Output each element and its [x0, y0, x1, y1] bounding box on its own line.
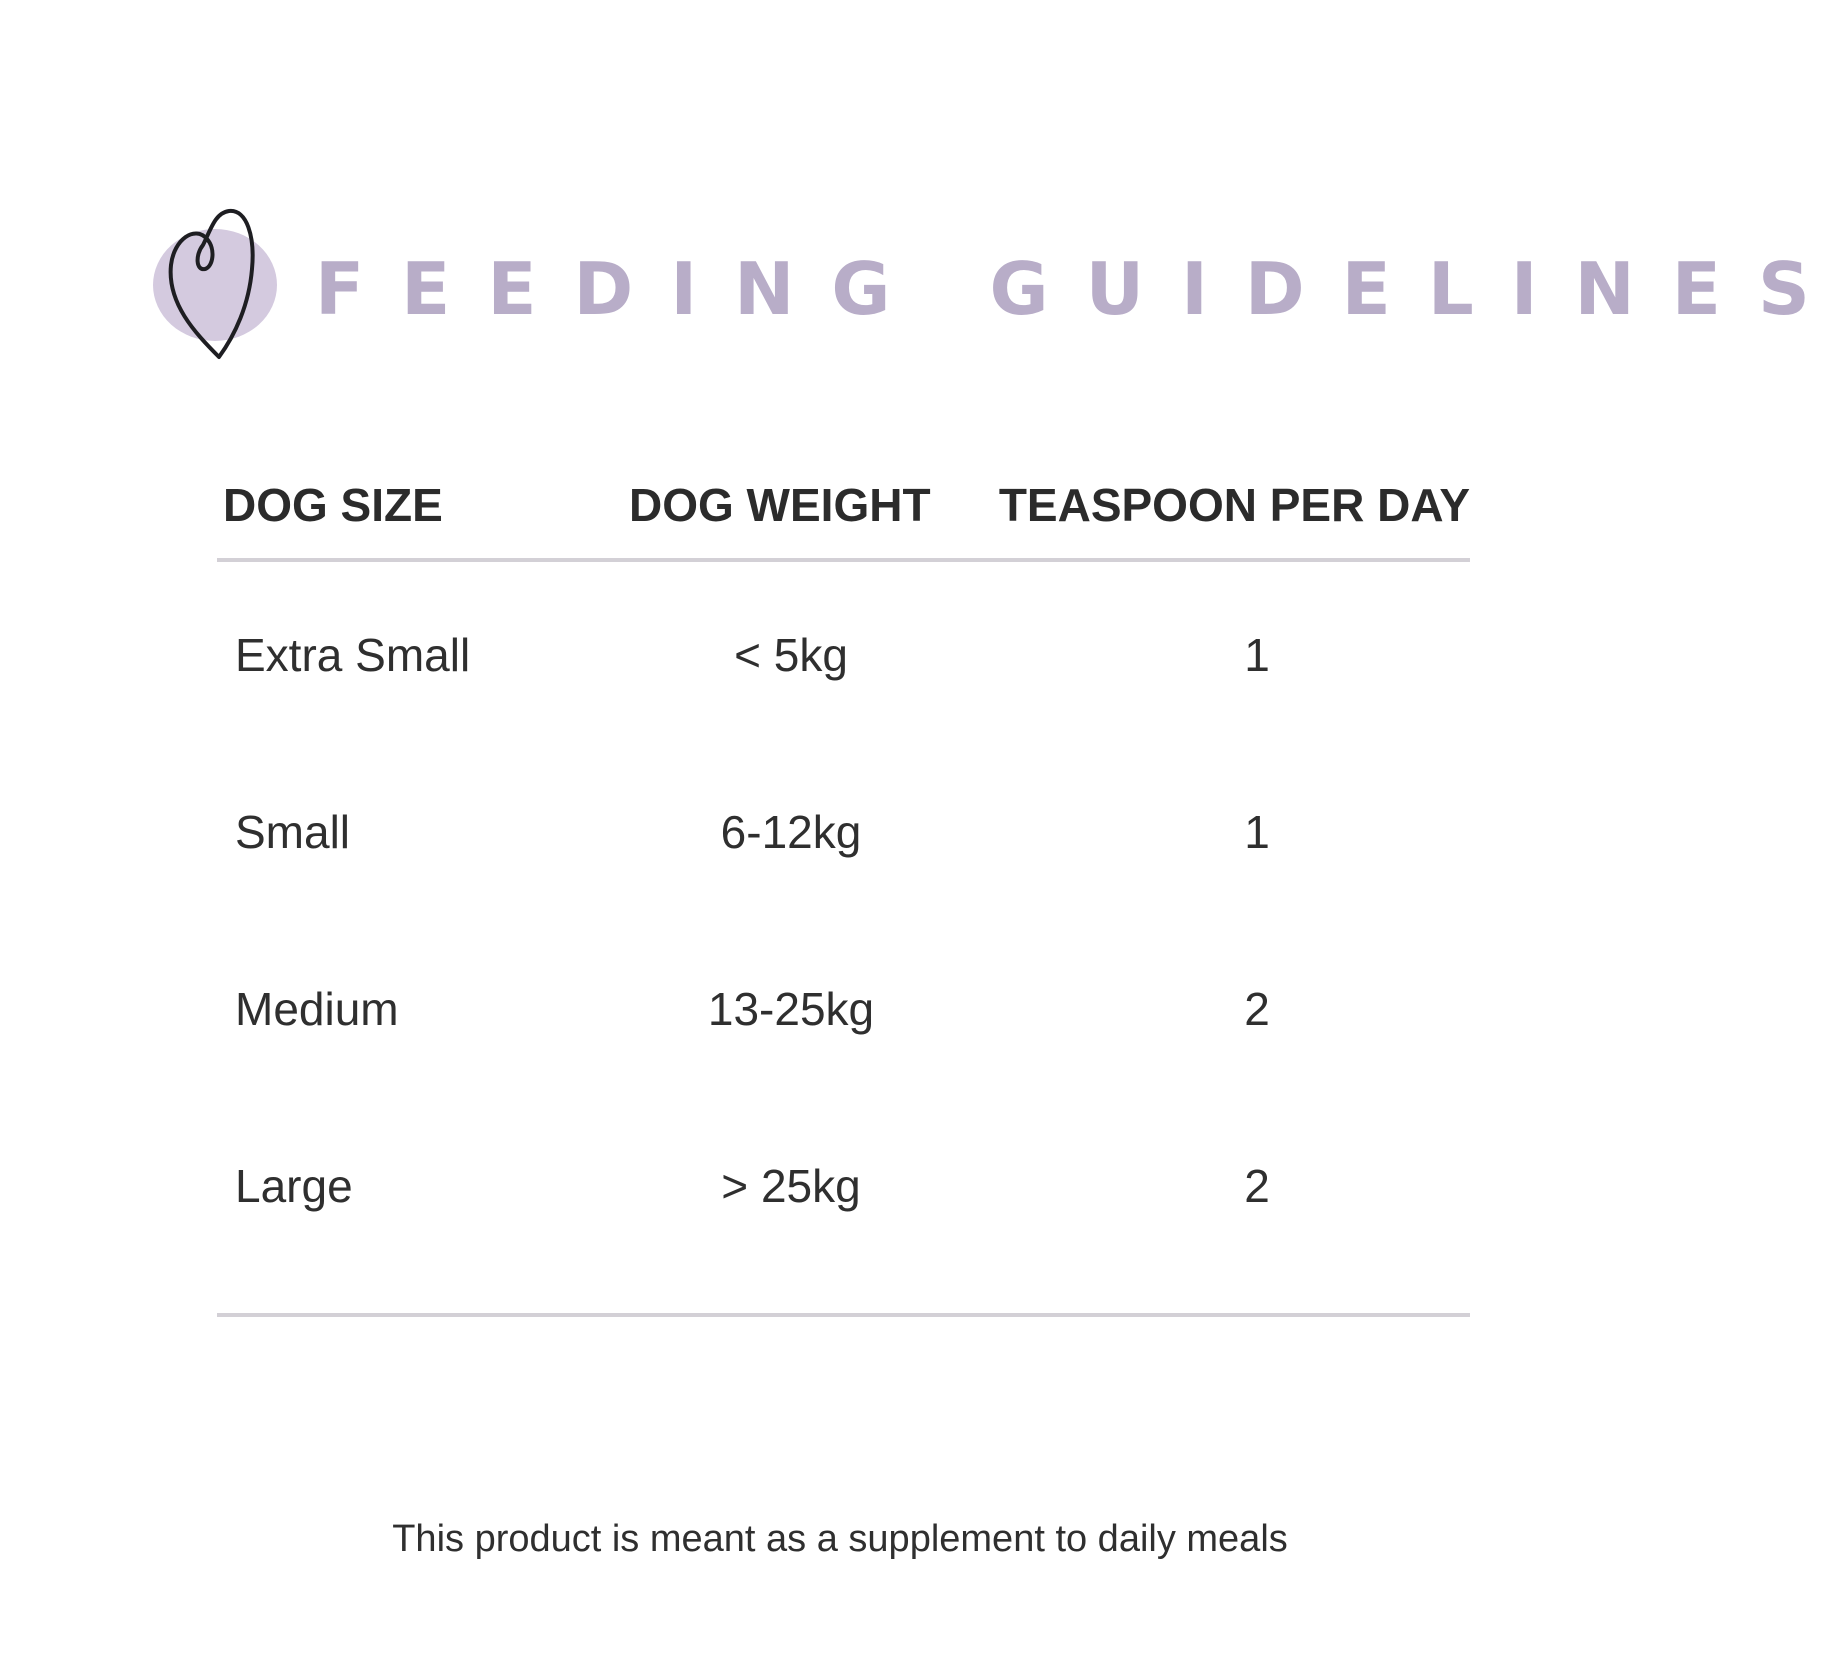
supplement-note: This product is meant as a supplement to daily meals — [392, 1518, 1288, 1560]
cell-teaspoons: 2 — [1244, 983, 1270, 1035]
header — [155, 205, 1847, 365]
cell-dog-weight: < 5kg — [734, 629, 848, 681]
cell-dog-weight: 6-12kg — [720, 806, 862, 858]
column-header-dog-size: DOG SIZE — [223, 479, 443, 531]
table-row — [217, 983, 1470, 1163]
column-header-dog-weight: DOG WEIGHT — [629, 479, 931, 531]
cell-dog-weight: > 25kg — [721, 1160, 861, 1212]
table-row — [217, 806, 1470, 986]
cell-dog-size: Small — [235, 806, 351, 858]
cell-teaspoons: 1 — [1244, 629, 1270, 681]
footer-divider — [217, 1313, 1470, 1317]
header-divider — [217, 558, 1470, 562]
cell-dog-size: Large — [235, 1160, 353, 1212]
page-title: FEEDING GUIDELINES — [315, 247, 1847, 331]
table-row — [217, 629, 1470, 809]
heart-icon — [155, 205, 290, 365]
table-body — [217, 629, 1470, 1340]
table-header — [217, 470, 1470, 562]
cell-dog-weight: 13-25kg — [707, 983, 875, 1035]
cell-dog-size: Extra Small — [235, 629, 471, 681]
feeding-table — [217, 470, 1470, 1212]
cell-teaspoons: 2 — [1244, 1160, 1270, 1212]
cell-teaspoons: 1 — [1244, 806, 1270, 858]
column-header-teaspoon-per-day: TEASPOON PER DAY — [998, 479, 1470, 531]
cell-dog-size: Medium — [235, 983, 399, 1035]
